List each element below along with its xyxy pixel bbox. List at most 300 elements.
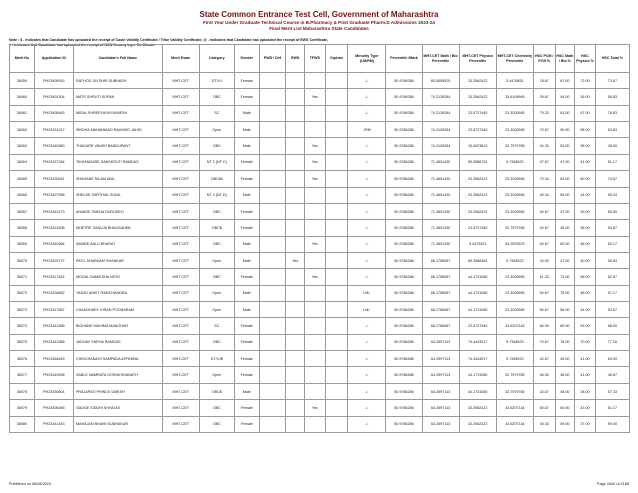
table-cell: 38.00 (575, 383, 596, 399)
column-header: MHT-CET Math / Bio Percentile (422, 45, 459, 73)
table-cell: MHT-CET (162, 220, 199, 236)
table-cell: PH23442473 (34, 203, 73, 219)
table-cell: MHT-CET (162, 122, 199, 138)
table-cell: Male (234, 383, 259, 399)
table-cell: 62.67 (595, 269, 629, 285)
table-cell: 33.2562422 (459, 89, 496, 105)
table-cell: MHT-CET (162, 269, 199, 285)
table-cell: 44.00 (575, 187, 596, 203)
table-cell (325, 269, 348, 285)
table-cell: Male (234, 236, 259, 252)
table-cell (259, 203, 286, 219)
column-header: Percentile /Mark (386, 45, 422, 73)
table-cell: 48.00 (575, 236, 596, 252)
table-cell: PH23449596 (34, 367, 73, 383)
table-cell: 23.5727440 (459, 220, 496, 236)
column-header: Orphan (325, 45, 348, 73)
table-cell: MAHAJAN BHUMI SUDHAKAR (73, 416, 162, 432)
table-cell: Female (234, 154, 259, 170)
table-cell: MHT-CET (162, 203, 199, 219)
table-cell: 36064 (10, 154, 35, 170)
table-cell: TIKHANDARE SANSKRUTI RAMDAS (73, 154, 162, 170)
table-cell: Female (234, 416, 259, 432)
table-cell: 74.4443017 (459, 351, 496, 367)
table-cell: MHT-CET (162, 138, 199, 154)
table-cell (286, 269, 305, 285)
table-cell (286, 122, 305, 138)
table-cell: -/- (348, 154, 386, 170)
table-cell: PRAJAPATI PRINCE UMESH (73, 383, 162, 399)
table-cell: 53.67 (595, 302, 629, 318)
table-cell: 36062 (10, 122, 35, 138)
table-cell: 48.50 (595, 138, 629, 154)
table-cell: 67.00 (575, 105, 596, 121)
table-cell (325, 171, 348, 187)
table-cell (259, 302, 286, 318)
table-cell: SHELKE SARTHAK SUNIL (73, 187, 162, 203)
table-cell (259, 138, 286, 154)
table-cell: 50.9786286 (386, 269, 422, 285)
table-cell: -/- (348, 89, 386, 105)
table-cell: 74.67 (595, 171, 629, 187)
table-cell: 43.00 (575, 400, 596, 416)
table-cell: 36069 (10, 236, 35, 252)
table-cell (259, 416, 286, 432)
page-number: Page 1640 of 2188 (596, 482, 629, 486)
table-cell: Yes (304, 236, 325, 252)
table-cell: 36070 (10, 252, 35, 268)
table-cell: MHT-CET (162, 351, 199, 367)
table-cell (286, 171, 305, 187)
table-cell: 64.2597113 (422, 400, 459, 416)
table-row (10, 122, 630, 138)
table-cell: 61.33 (533, 269, 555, 285)
table-cell: 47.00 (555, 252, 575, 268)
table-cell: 55.83 (595, 89, 629, 105)
table-cell: THAKARE VANSH BANDUPANT (73, 138, 162, 154)
table-cell: Male (234, 302, 259, 318)
table-row (10, 285, 630, 301)
table-cell: 39.67 (533, 89, 555, 105)
table-cell: PH23430541 (34, 171, 73, 187)
table-cell: 74.4443017 (459, 334, 496, 350)
column-header: MHT-CET Physics Percentile (459, 45, 496, 73)
table-cell: 36075 (10, 334, 35, 350)
table-row (10, 203, 630, 219)
table-cell: 59.00 (595, 416, 629, 432)
table-cell: OBC (199, 416, 234, 432)
table-cell: PH23441586 (34, 318, 73, 334)
table-cell: PH23406365 (34, 400, 73, 416)
table-cell: 43.6207118 (496, 318, 533, 334)
merit-list-table (9, 44, 630, 433)
table-cell: 23.3200565 (496, 203, 533, 219)
table-cell: DT/VJ$ (199, 351, 234, 367)
table-cell (259, 105, 286, 121)
table-cell: 50.9786286 (386, 73, 422, 89)
table-row (10, 105, 630, 121)
table-cell: -/- (348, 138, 386, 154)
table-cell: 54.0922523 (496, 236, 533, 252)
table-cell: 36059 (10, 73, 35, 89)
table-cell: 35.00 (575, 89, 596, 105)
table-cell: Female (234, 318, 259, 334)
table-cell (325, 203, 348, 219)
table-cell: 44.67 (533, 220, 555, 236)
table-cell: Open (199, 252, 234, 268)
table-cell: 74.2130284 (422, 105, 459, 121)
table-cell: Male (234, 252, 259, 268)
table-cell: NT 2 (NT-C) (199, 154, 234, 170)
table-cell (325, 334, 348, 350)
table-cell: 61.17 (595, 400, 629, 416)
table-cell: MHT-CET (162, 285, 199, 301)
table-cell: 60.00 (555, 236, 575, 252)
column-header: Candidate's Full Name (73, 45, 162, 73)
table-cell: 43.6207118 (496, 416, 533, 432)
table-row (10, 318, 630, 334)
table-cell (286, 138, 305, 154)
column-header: HSC Physics % (575, 45, 596, 73)
table-cell: 48.00 (555, 367, 575, 383)
table-cell: 44.1731080 (459, 285, 496, 301)
table-cell (259, 383, 286, 399)
table-cell: 47.00 (555, 203, 575, 219)
table-cell (325, 400, 348, 416)
table-cell: -/- (348, 334, 386, 350)
table-cell: 68.1785087 (422, 252, 459, 268)
table-cell: PH23414538 (34, 220, 73, 236)
table-cell: -/- (348, 203, 386, 219)
table-cell (259, 318, 286, 334)
table-cell: 3.4476851 (496, 73, 533, 89)
table-cell (304, 302, 325, 318)
table-cell: Yes (304, 89, 325, 105)
table-cell: YADAV ANKIT RAMCHANDRA (73, 285, 162, 301)
table-cell: SABLE NAMRATA GORAKSHANATH (73, 367, 162, 383)
table-cell: 74.2130284 (422, 89, 459, 105)
table-cell: 43.6207118 (496, 400, 533, 416)
table-cell: Male (234, 138, 259, 154)
table-cell: -/- (348, 252, 386, 268)
table-cell: 81.00 (555, 105, 575, 121)
table-cell: 36072 (10, 285, 35, 301)
table-cell: MHT-CET (162, 89, 199, 105)
table-cell: 66.00 (533, 318, 555, 334)
table-cell: 23.5727440 (459, 122, 496, 138)
table-cell: MHT-CET (162, 400, 199, 416)
table-cell: 38.00 (575, 220, 596, 236)
table-cell: 50.9786286 (386, 171, 422, 187)
table-cell: -/- (348, 416, 386, 432)
table-cell: 48.00 (555, 383, 575, 399)
table-cell: SC (199, 318, 234, 334)
table-cell (259, 400, 286, 416)
table-cell: 49.00 (555, 351, 575, 367)
table-cell (304, 334, 325, 350)
table-cell: CHAUDHARY KIRAN POONARAM (73, 302, 162, 318)
table-cell: 9.7348923 (496, 252, 533, 268)
table-cell: Male (234, 105, 259, 121)
table-cell: 33.2562422 (459, 416, 496, 432)
table-cell: DT/VJ (199, 73, 234, 89)
table-cell: JADHAV SNEHA RAMDAS (73, 334, 162, 350)
table-cell (304, 416, 325, 432)
table-cell: SC (199, 105, 234, 121)
table-cell (286, 187, 305, 203)
table-cell: 42.67 (533, 383, 555, 399)
table-cell: 63.83 (595, 122, 629, 138)
table-cell (325, 138, 348, 154)
table-cell: 57.33 (595, 383, 629, 399)
table-cell: 47.67 (533, 154, 555, 170)
table-cell: 50.9786286 (386, 236, 422, 252)
table-row (10, 383, 630, 399)
table-cell: Male (234, 285, 259, 301)
column-header: HSC Math / Bio % (555, 45, 575, 73)
table-cell: -/- (348, 220, 386, 236)
table-cell: 50.9786286 (386, 187, 422, 203)
table-cell (325, 105, 348, 121)
table-cell: 33.2562422 (459, 400, 496, 416)
table-cell: 50.9786286 (386, 367, 422, 383)
table-cell: Yes (286, 252, 305, 268)
table-cell: 9.7348923 (496, 334, 533, 350)
table-cell (325, 318, 348, 334)
table-cell: Yes (304, 138, 325, 154)
column-header: Gender (234, 45, 259, 73)
table-cell: OBC (199, 334, 234, 350)
table-cell: 49.33 (533, 187, 555, 203)
table-cell: BIGHANE MAHIMA MANOHAR (73, 318, 162, 334)
column-header: MHT-CET Chemistry Percentile (496, 45, 533, 73)
table-cell: 36079 (10, 400, 35, 416)
table-cell: 55.00 (555, 187, 575, 203)
table-cell: OBC (199, 138, 234, 154)
table-cell: 60.00 (555, 400, 575, 416)
table-cell: 50.67 (533, 302, 555, 318)
table-cell: 46.67 (595, 367, 629, 383)
table-cell (286, 220, 305, 236)
table-cell: Male (234, 122, 259, 138)
table-cell: LM/- (348, 302, 386, 318)
table-cell: 64.2597113 (422, 383, 459, 399)
table-cell: Yes (304, 400, 325, 416)
table-cell: 36065 (10, 171, 35, 187)
table-row (10, 252, 630, 268)
table-cell: 71.4891430 (422, 171, 459, 187)
table-cell: 44.33 (533, 138, 555, 154)
table-cell: AIWARE SNEHA GURUDEO (73, 203, 162, 219)
table-cell: 23.5727440 (459, 318, 496, 334)
table-cell: 50.9786286 (386, 351, 422, 367)
table-cell (286, 89, 305, 105)
table-cell: 51.17 (595, 154, 629, 170)
table-cell: 44.1731080 (459, 367, 496, 383)
table-cell: 50.9786286 (386, 334, 422, 350)
column-header: Category (199, 45, 234, 73)
table-cell: 15.6109969 (496, 89, 533, 105)
table-cell: 71.4891430 (422, 187, 459, 203)
table-cell (304, 351, 325, 367)
table-cell: -/- (348, 187, 386, 203)
table-cell: Male (234, 187, 259, 203)
table-cell: MHT-CET (162, 318, 199, 334)
table-cell: -/RM (348, 122, 386, 138)
table-cell: 48.00 (575, 285, 596, 301)
table-cell: 64.2597113 (422, 416, 459, 432)
table-cell: 44.1731080 (459, 269, 496, 285)
table-cell: 71.4891430 (422, 154, 459, 170)
note-line: Note : $ - Indicates that Candidate has uploaded the receipt of Caste Validity Certificate / Tribe Validity Certificate, @ - Indicates that Candidate has uploaded the receipt of EWS Certificate, (9, 38, 329, 42)
table-cell (325, 187, 348, 203)
table-cell (286, 351, 305, 367)
table-cell: -/- (348, 367, 386, 383)
table-cell: 23.3200565 (496, 122, 533, 138)
table-cell: -/- (348, 400, 386, 416)
table-cell: 64.2597113 (422, 351, 459, 367)
table-cell: PH23401304 (34, 89, 73, 105)
table-row (10, 351, 630, 367)
table-cell: 36066 (10, 187, 35, 203)
table-cell: 57.17 (595, 285, 629, 301)
table-cell: 50.9786286 (386, 302, 422, 318)
table-cell: 75.00 (555, 285, 575, 301)
table-cell: 9.7348923 (496, 351, 533, 367)
column-header: HSC Total % (595, 45, 629, 73)
table-cell (325, 154, 348, 170)
table-cell: MHT-CET (162, 105, 199, 121)
table-cell: 50.9786286 (386, 285, 422, 301)
table-cell: 50.9786286 (386, 416, 422, 432)
table-row (10, 269, 630, 285)
table-cell: MHETRE SANUJA BHAUSAHEB (73, 220, 162, 236)
table-cell: Yes (304, 154, 325, 170)
table-cell: Female (234, 367, 259, 383)
table-cell: PH23441443 (34, 416, 73, 432)
table-cell (259, 334, 286, 350)
table-cell (325, 122, 348, 138)
table-cell (304, 105, 325, 121)
table-cell: GADGE SIDDHI SHIVDAS (73, 400, 162, 416)
table-cell: OBC (199, 89, 234, 105)
table-cell: 71.4891430 (422, 236, 459, 252)
table-cell: 55.5586792 (459, 154, 496, 170)
table-cell (286, 236, 305, 252)
table-cell: 36067 (10, 203, 35, 219)
table-cell (325, 351, 348, 367)
table-cell: 36061 (10, 105, 35, 121)
table-cell: PH23405463 (34, 105, 73, 121)
table-cell: OBC$# (199, 171, 234, 187)
table-cell: 74.2130284 (422, 138, 459, 154)
table-cell (286, 318, 305, 334)
table-cell (259, 351, 286, 367)
table-cell: Female (234, 220, 259, 236)
table-cell: 36077 (10, 367, 35, 383)
table-cell: 87.00 (555, 73, 575, 89)
table-cell: Female (234, 400, 259, 416)
table-cell: Female (234, 73, 259, 89)
table-cell (286, 105, 305, 121)
table-cell: 60.00 (595, 351, 629, 367)
table-cell: 36078 (10, 383, 35, 399)
table-cell: 60.00 (575, 171, 596, 187)
table-row (10, 302, 630, 318)
table-cell (259, 89, 286, 105)
table-cell (259, 171, 286, 187)
table-cell: 23.3200565 (496, 171, 533, 187)
table-cell: 68.1785087 (422, 302, 459, 318)
table-cell: 65.3988464 (459, 252, 496, 268)
table-cell: 41.00 (575, 367, 596, 383)
table-cell (325, 383, 348, 399)
table-cell: 38.00 (575, 138, 596, 154)
table-cell: 46.00 (533, 367, 555, 383)
table-cell: 54.67 (533, 285, 555, 301)
table-cell: 23.3200565 (496, 269, 533, 285)
table-cell: 55.33 (595, 187, 629, 203)
table-row (10, 416, 630, 432)
table-cell (325, 220, 348, 236)
table-cell (286, 416, 305, 432)
table-cell: 70.00 (575, 334, 596, 350)
table-row (10, 154, 630, 170)
table-cell: 50.83 (595, 252, 629, 268)
table-cell: PH23441568 (34, 334, 73, 350)
table-row (10, 89, 630, 105)
table-cell (259, 252, 286, 268)
table-cell: 83.00 (555, 171, 575, 187)
table-cell: Open (199, 285, 234, 301)
table-cell: PH23407956 (34, 187, 73, 203)
table-cell: 39.00 (575, 203, 596, 219)
table-cell: -/- (348, 318, 386, 334)
table-cell: 36080 (10, 416, 35, 432)
table-cell: 54.67 (595, 220, 629, 236)
table-cell: 41.00 (575, 351, 596, 367)
table-cell: 50.9786286 (386, 400, 422, 416)
table-cell: 71.4891430 (422, 203, 459, 219)
table-cell: MATE SHRUTI SOPAN (73, 89, 162, 105)
table-cell: MOGAL SAMIKSHA NITIN (73, 269, 162, 285)
table-cell: OBC (199, 400, 234, 416)
table-cell: 32.7979785 (496, 138, 533, 154)
table-cell: 74.2130284 (422, 122, 459, 138)
table-cell: Female (234, 171, 259, 187)
table-cell: 36063 (10, 138, 35, 154)
table-cell: 33.2562422 (459, 171, 496, 187)
table-cell: Female (234, 351, 259, 367)
table-cell: MHT-CET (162, 154, 199, 170)
table-cell: 36068 (10, 220, 35, 236)
table-cell: NT 3 (NT-D) (199, 187, 234, 203)
column-header: Application ID (34, 45, 73, 73)
published-date: Published on 08/08/2023 (9, 482, 52, 486)
table-cell: 23.3200565 (496, 302, 533, 318)
column-header: Merit No (10, 45, 35, 73)
table-cell: MHT-CET (162, 302, 199, 318)
table-row (10, 220, 630, 236)
table-cell: PATIL SHUBHAM SHANKAR (73, 252, 162, 268)
table-row (10, 138, 630, 154)
table-cell: PH23440964 (34, 236, 73, 252)
document-header (0, 0, 638, 32)
table-cell: 90.00 (555, 122, 575, 138)
table-cell: 33.2562422 (459, 203, 496, 219)
table-cell: OBC$ (199, 220, 234, 236)
table-cell: 50.9786286 (386, 105, 422, 121)
